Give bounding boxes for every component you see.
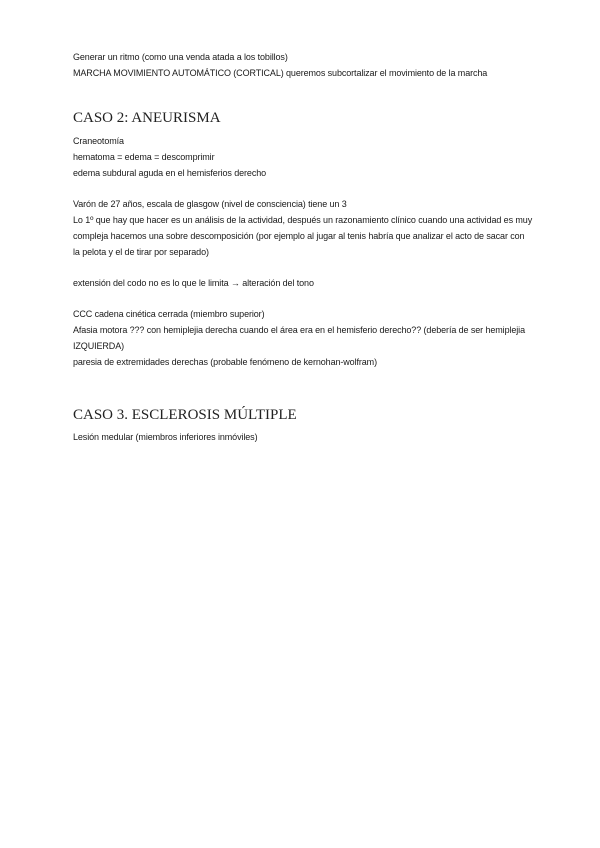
intro-line-gait: MARCHA MOVIMIENTO AUTOMÁTICO (CORTICAL) queremos subcortalizar el movimiento de la marcha [73,68,488,78]
caso2-activity-analysis: Lo 1º que hay que hacer es un análisis de la actividad, después un razonamiento clínico cuando una actividad es muy compleja hacemos una sobre descomposición (por ejemplo al jugar al tenis habría que analizar el acto de sacar con la pelota y el de tirar por separado) [73,215,533,257]
caso2-line-edema: edema subdural aguda en el hemisferios derecho [73,168,267,178]
document-body [73,49,533,445]
caso3-heading: CASO 3. ESCLEROSIS MÚLTIPLE [73,407,297,423]
caso2-paresia: paresia de extremidades derechas (probable fenómeno de kernohan-wolfram) [73,357,377,367]
caso2-line-hematoma: hematoma = edema = descomprimir [73,152,215,162]
caso2-line-craneotomia: Craneotomía [73,136,124,146]
caso2-afasia: Afasia motora ??? con hemiplejia derecha cuando el área era en el hemisferio derecho?? (debería de ser hemiplejia IZQUIERDA) [73,325,525,351]
caso2-patient-info: Varón de 27 años, escala de glasgow (nivel de consciencia) tiene un 3 [73,199,347,209]
caso3-lesion-medular: Lesión medular (miembros inferiores inmóviles) [73,432,258,442]
caso2-heading: CASO 2: ANEURISMA [73,110,221,126]
spacer [73,181,533,196]
caso2-elbow-extension: extensión del codo no es lo que le limita → alteración del tono [73,278,314,288]
spacer [73,291,533,306]
caso2-ccc: CCC cadena cinética cerrada (miembro superior) [73,309,265,319]
intro-line-rhythm: Generar un ritmo (como una venda atada a los tobillos) [73,52,288,62]
spacer [73,260,533,275]
